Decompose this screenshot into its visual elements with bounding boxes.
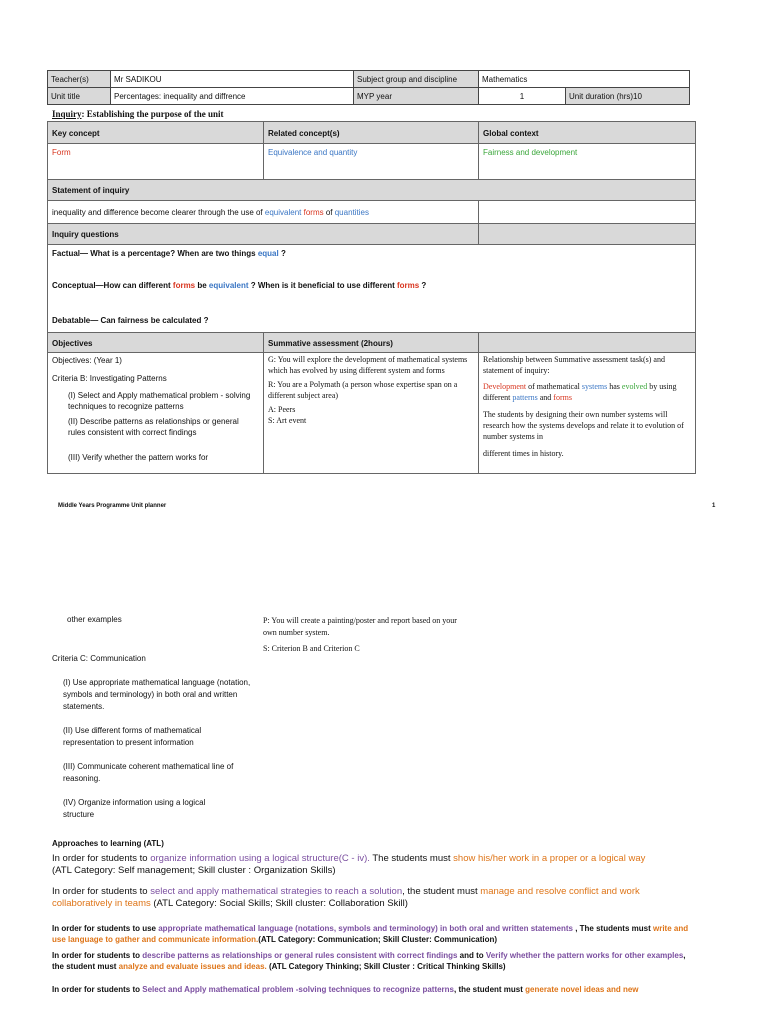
unit-duration-value: 10 — [633, 91, 642, 101]
objectives-header-row — [48, 333, 695, 353]
global-context-value: Fairness and development — [483, 148, 578, 157]
objectives-row — [48, 353, 695, 473]
concepts-value-row — [48, 144, 695, 180]
questions-header-empty — [479, 224, 695, 244]
summative-situation: S: Art event — [268, 416, 307, 425]
atl-p1-b: organize information using a logical structure(C - iv). — [150, 853, 370, 864]
atl-p2-e: (ATL Category: Social Skills; Skill cluster: Collaboration Skill) — [150, 898, 408, 909]
question-factual — [52, 248, 286, 259]
global-context-label: Global context — [479, 122, 695, 143]
unit-duration — [566, 88, 690, 105]
statement-equivalent: equivalent — [264, 208, 302, 217]
statement-of: of — [323, 208, 335, 217]
rel-systems: systems — [581, 382, 608, 391]
atl-p4-a: In order for students to — [52, 951, 143, 960]
myp-year-label: MYP year — [354, 88, 479, 105]
questions-row — [48, 245, 695, 333]
statement-part: inequality and difference become clearer through the use of — [52, 208, 265, 217]
atl-paragraph-1 — [52, 853, 712, 877]
atl-p2-c: , the student must — [402, 886, 481, 897]
rel-text-by: by using different — [483, 382, 677, 402]
atl-paragraph-4 — [52, 950, 692, 972]
atl-p2-a: In order for students to — [52, 886, 151, 897]
atl-p4-f: analyze and evaluate issues and ideas. — [118, 962, 267, 971]
conceptual-text: Conceptual—How can different — [52, 281, 173, 290]
atl-p1-a: In order for students to — [52, 853, 151, 864]
atl-p1-c: The students must — [369, 853, 454, 864]
objective-c1: (I) Use appropriate mathematical language (notation, symbols and terminology) in both oral and written statements. — [63, 678, 251, 711]
conceptual-end: ? — [419, 281, 427, 290]
objective-c3: (III) Communicate coherent mathematical line of reasoning. — [63, 762, 234, 783]
atl-p4-g: (ATL Category Thinking; Skill Cluster : Critical Thinking Skills) — [266, 962, 506, 971]
summative-standards: S: Criterion B and Criterion C — [263, 644, 360, 653]
atl-p5-a: In order for students to — [52, 985, 143, 994]
summative-audience: A: Peers — [268, 405, 296, 414]
atl-p1-d: show his/her work in a proper or a logical way — [453, 853, 646, 864]
statement-forms: forms — [303, 208, 324, 217]
atl-p3-c: , The students must — [572, 924, 653, 933]
factual-end: ? — [278, 249, 286, 258]
question-debatable: Debatable— Can fairness be calculated ? — [52, 316, 209, 325]
objective-b3-continued: other examples — [67, 615, 122, 624]
rel-text-and: and — [537, 393, 554, 402]
atl-p2-b: select and apply mathematical strategies to reach a solution — [150, 886, 403, 897]
atl-p4-e: , the student must — [52, 951, 686, 971]
atl-paragraph-5 — [52, 984, 712, 995]
factual-equal: equal — [257, 249, 279, 258]
relationship-cell — [479, 353, 695, 473]
conceptual-forms-2: forms — [396, 281, 420, 290]
rel-text-has: has — [607, 382, 622, 391]
questions-label: Inquiry questions — [48, 224, 479, 244]
rel-evolved: evolved — [621, 382, 648, 391]
rel-forms: forms — [553, 393, 572, 402]
atl-p4-b: describe patterns as relationships or general rules consistent with correct findings — [142, 951, 458, 960]
atl-p3-a: In order for students to use — [52, 924, 159, 933]
objectives-label: Objectives — [48, 333, 264, 352]
atl-paragraph-2 — [52, 886, 692, 910]
atl-paragraph-3 — [52, 923, 692, 945]
objective-b3: (III) Verify whether the pattern works for — [68, 453, 209, 462]
related-concept-value: Equivalence and quantity — [264, 144, 479, 179]
rel-patterns: patterns — [512, 393, 538, 402]
inquiry-heading-lead: Inquiry — [52, 109, 82, 119]
unit-title-label: Unit title — [48, 88, 111, 105]
atl-p3-b: appropriate mathematical language (notations, symbols and terminology) in both oral and written statements — [158, 924, 573, 933]
summative-cell — [264, 353, 479, 473]
unit-header-table — [47, 70, 690, 105]
conceptual-forms: forms — [172, 281, 196, 290]
relationship-paragraph: The students by designing their own number systems will research how the systems develops and relate it to evolution of number systems in — [483, 410, 684, 441]
atl-heading: Approaches to learning (ATL) — [52, 839, 164, 848]
objectives-cell — [48, 353, 264, 473]
atl-p1-e: (ATL Category: Self management; Skill cluster : Organization Skills) — [52, 865, 336, 876]
objectives-year: Objectives: (Year 1) — [52, 356, 122, 365]
questions-header-row — [48, 224, 695, 245]
statement-header-row — [48, 180, 695, 201]
statement-empty — [479, 201, 695, 223]
page-footer-title: Middle Years Programme Unit planner — [58, 503, 167, 509]
unit-title-value: Percentages: inequality and diffrence — [111, 88, 354, 105]
summative-product: P: You will create a painting/poster and report based on your own number system. — [263, 616, 457, 637]
objective-c4: (IV) Organize information using a logical structure — [63, 798, 206, 819]
key-concept-label: Key concept — [48, 122, 264, 143]
conceptual-equivalent: equivalent — [208, 281, 249, 290]
statement-text — [48, 201, 479, 223]
summative-goal: G: You will explore the development of mathematical systems which has evolved by using different system and forms — [268, 355, 468, 375]
objective-b1: (I) Select and Apply mathematical problem - solving techniques to recognize patterns — [68, 391, 251, 411]
questions-body — [48, 245, 695, 332]
factual-text: Factual— What is a percentage? When are two things — [52, 249, 258, 258]
inquiry-heading-rest: : Establishing the purpose of the unit — [81, 109, 224, 119]
objective-b2: (II) Describe patterns as relationships or general rules consistent with correct findings — [68, 417, 239, 437]
conceptual-be: be — [195, 281, 209, 290]
subject-label: Subject group and discipline — [354, 71, 479, 88]
summative-role: R: You are a Polymath (a person whose expertise span on a different subject area) — [268, 380, 458, 400]
objectives-header-empty — [479, 333, 695, 352]
inquiry-heading — [52, 109, 224, 119]
criteria-b-heading: Criteria B: Investigating Patterns — [52, 374, 167, 383]
question-conceptual — [52, 280, 426, 291]
atl-p5-d: generate novel ideas and new — [525, 985, 639, 994]
statement-row — [48, 201, 695, 224]
relationship-paragraph-end: different times in history. — [483, 449, 564, 458]
relationship-heading: Relationship between Summative assessment task(s) and statement of inquiry: — [483, 355, 665, 375]
myp-year-value: 1 — [479, 88, 566, 105]
atl-p3-e: (ATL Category: Communication; Skill Cluster: Communication) — [258, 935, 498, 944]
summative-label: Summative assessment (2hours) — [264, 333, 479, 352]
teacher-value: Mr SADIKOU — [111, 71, 354, 88]
atl-p3-d: write and use language to gather and communicate information. — [52, 924, 689, 944]
statement-quantities: quantities — [334, 208, 369, 217]
objective-c2: (II) Use different forms of mathematical representation to present information — [63, 726, 202, 747]
subject-value: Mathematics — [479, 71, 690, 88]
concepts-header-row — [48, 122, 695, 144]
rel-text-of: of mathematical — [526, 382, 582, 391]
inquiry-table — [47, 121, 696, 474]
relationship-line — [483, 381, 691, 403]
conceptual-text-2: ? When is it beneficial to use different — [248, 281, 397, 290]
atl-p5-c: , the student must — [454, 985, 526, 994]
teacher-label: Teacher(s) — [48, 71, 111, 88]
statement-label: Statement of inquiry — [48, 180, 695, 200]
page-number: 1 — [712, 503, 716, 509]
atl-p2-d: manage and resolve conflict and work collaboratively in teams — [52, 886, 640, 909]
criteria-c-heading: Criteria C: Communication — [52, 654, 146, 663]
key-concept-value: Form — [48, 144, 264, 179]
atl-p5-b: Select and Apply mathematical problem -solving techniques to recognize patterns — [142, 985, 455, 994]
related-concept-label: Related concept(s) — [264, 122, 479, 143]
rel-development: Development — [483, 382, 527, 391]
unit-duration-label: Unit duration (hrs) — [569, 91, 634, 101]
atl-p4-d: Verify whether the pattern works for other examples — [485, 951, 684, 960]
atl-p4-c: and to — [457, 951, 486, 960]
